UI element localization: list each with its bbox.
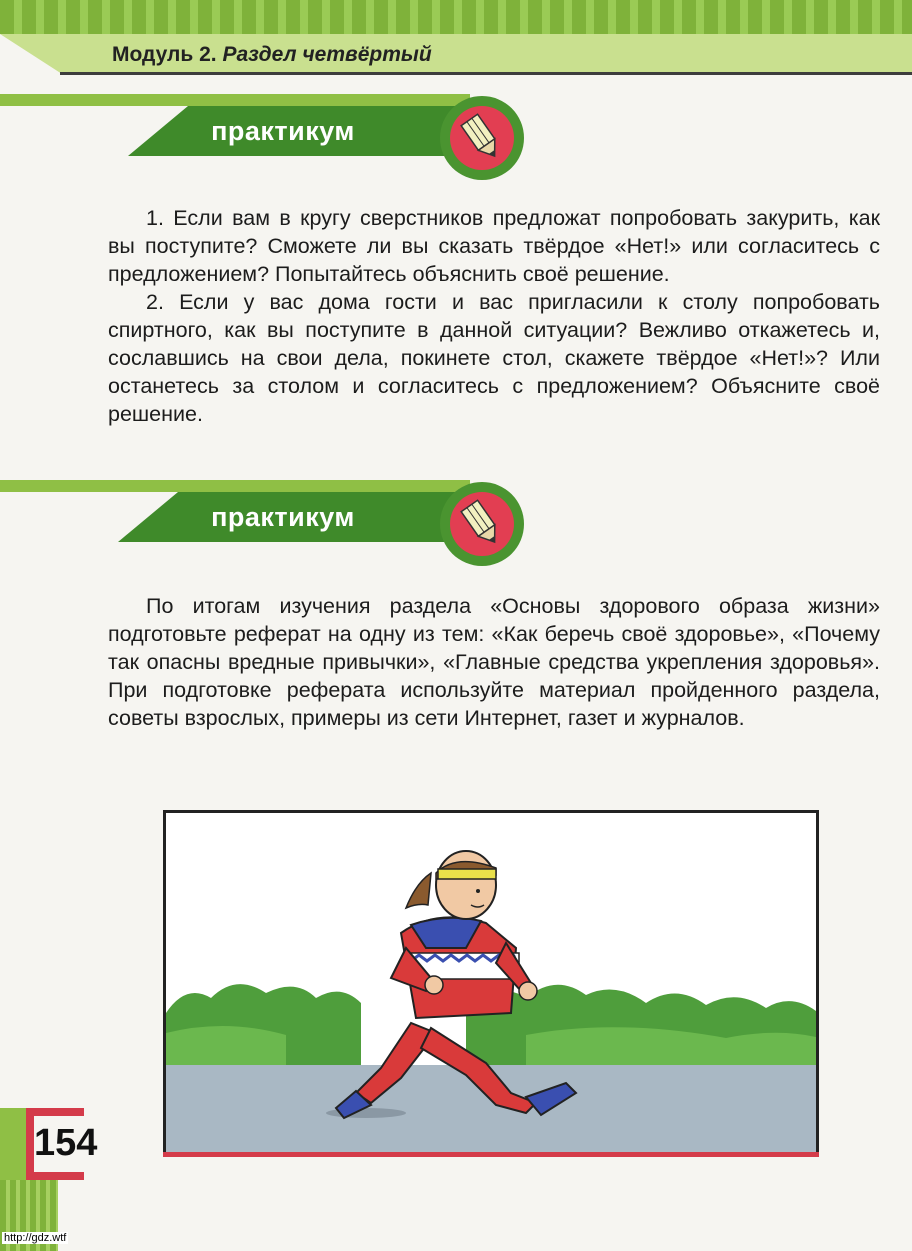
module-label: Модуль 2. xyxy=(112,43,217,66)
practicum-2-text xyxy=(108,592,880,732)
top-stripe-band xyxy=(0,0,912,34)
page-number-green-block xyxy=(0,1108,26,1180)
banner-line-2 xyxy=(0,480,470,492)
assignment-text: По итогам изучения раздела «Основы здорового образа жизни» подготовьте реферат на одну из тем: «Как беречь своё здоровье», «Почему так опасны вредные привычки», «Главные средства укрепления здоровья». При подготовке реферата используйте материал пройденного раздела, советы взрослых, примеры из сети Интернет, газет и журналов. xyxy=(108,594,880,730)
page-number: 154 xyxy=(34,1122,98,1164)
illustration-bottom-bar xyxy=(163,1152,819,1157)
watermark: http://gdz.wtf xyxy=(4,1232,67,1244)
banner-line-1 xyxy=(0,94,470,106)
practicum-title-2: практикум xyxy=(211,502,355,532)
illustration-runner xyxy=(163,810,819,1156)
pencil-icon xyxy=(440,482,524,566)
task-1: 1. Если вам в кругу сверстников предложат попробовать закурить, как вы поступите? Сможете ли вы сказать твёрдое «Нет!» или согласитесь с предложением? Попытайтесь объяснить своё решение. xyxy=(108,206,880,286)
pencil-badge-1 xyxy=(440,96,524,180)
runner-illustration xyxy=(166,813,816,1153)
page-header xyxy=(112,43,432,67)
pencil-icon xyxy=(440,96,524,180)
header-rule xyxy=(60,72,912,75)
practicum-title-1: практикум xyxy=(211,116,355,146)
practicum-1-text xyxy=(108,204,880,428)
pencil-badge-2 xyxy=(440,482,524,566)
task-2: 2. Если у вас дома гости и вас пригласили к столу попробовать спиртного, как вы поступите в данной ситуации? Вежливо откажетесь и, сославшись на свои дела, покинете стол, скажете твёрдое «Нет!»? Или останетесь за столом и согласитесь с предложением? Объясните своё решение. xyxy=(108,290,880,426)
section-label: Раздел четвёртый xyxy=(222,43,432,66)
